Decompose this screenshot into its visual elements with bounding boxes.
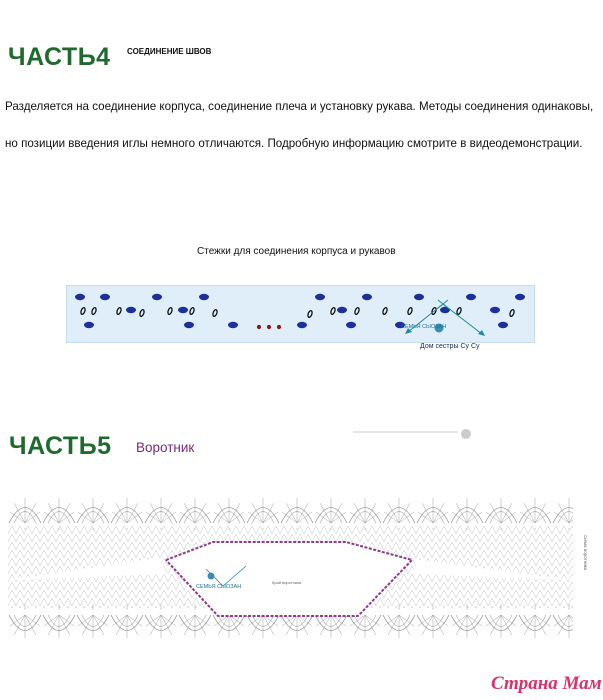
part4-paragraph-line1: Разделяется на соединение корпуса, соединение плеча и установку рукава. Методы соединения одинаковы, [5, 100, 594, 113]
collar-crochet-chart [8, 494, 580, 644]
part4-logo-text: СЕМЬЯ СЫОЗАН [401, 324, 447, 330]
arrow-right-icon [478, 330, 485, 336]
part5-logo-text: СЕМЬЯ СЫОЗАН [196, 584, 242, 590]
part4-title: ЧАСТЬ4 [8, 43, 111, 71]
stitch-diagram-caption: Стежки для соединения корпуса и рукавов [197, 246, 396, 257]
stitch-diagram [66, 285, 535, 343]
part4-paragraph-line2: но позиции введения иглы немного отличаются. Подробную информацию смотрите в видеодемонстрации. [5, 137, 583, 150]
part5-side-text: схема воротника [583, 535, 588, 571]
part5-title: ЧАСТЬ5 [9, 432, 112, 460]
part5-small-label: Край воротника [272, 580, 302, 585]
part5-yarn-ball-icon [208, 573, 215, 580]
stitch-diagram-svg [67, 286, 534, 342]
part5-subtitle: Воротник [136, 440, 195, 455]
ellipsis-dots [257, 325, 281, 329]
scan-artifact-line [353, 425, 483, 441]
part4-subtitle: СОЕДИНЕНИЕ ШВОВ [127, 47, 212, 56]
part4-logo-caption: Дом сестры Су Су [420, 343, 480, 350]
watermark: Страна Мам [491, 673, 602, 694]
